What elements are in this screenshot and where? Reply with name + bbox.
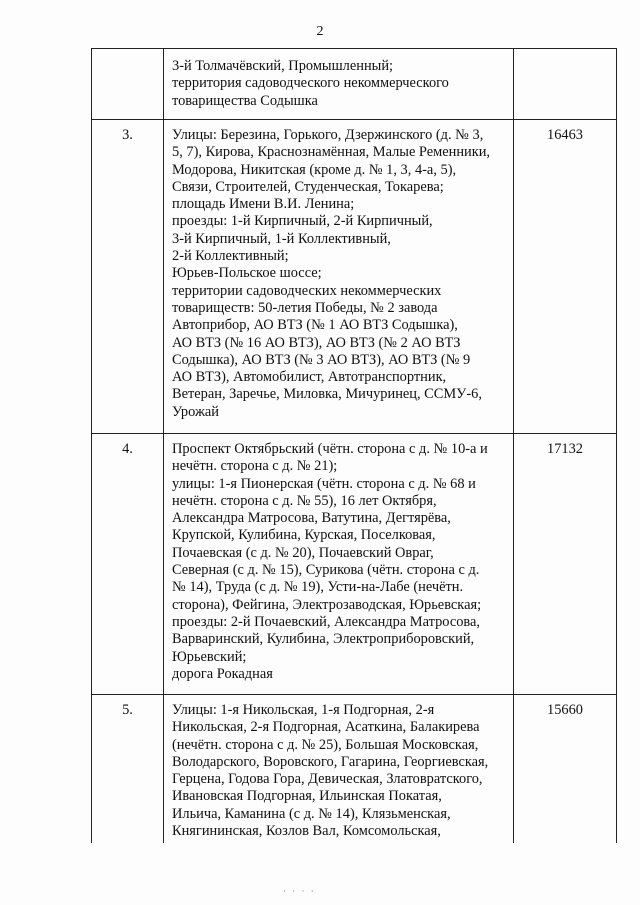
description-line: проезды: 1-й Кирпичный, 2-й Кирпичный, xyxy=(172,213,433,230)
description-line: Северная (с д. № 15), Сурикова (чётн. сторона с д. xyxy=(172,562,480,579)
description-line: Ильича, Каманина (с д. № 14), Клязьменская, xyxy=(172,805,451,822)
description-line: нечётн. сторона с д. № 21); xyxy=(172,458,338,475)
description-line: Модорова, Никитская (кроме д. № 1, 3, 4-а, 5), xyxy=(172,161,457,178)
description-line: проезды: 2-й Почаевский, Александра Матросова, xyxy=(172,613,480,630)
description-line: Ивановская Подгорная, Ильинская Покатая, xyxy=(172,788,442,805)
row-number-cell xyxy=(92,49,164,120)
row-number-cell: 5. xyxy=(92,695,164,844)
description-line: Почаевская (с д. № 20), Почаевский Овраг, xyxy=(172,544,434,561)
row-description-cell xyxy=(164,695,514,844)
description-line: улицы: 1-я Пионерская (чётн. сторона с д. № 68 и xyxy=(172,475,476,492)
row-number-cell: 4. xyxy=(92,434,164,695)
description-line: Юрьев-Польское шоссе; xyxy=(172,265,322,282)
row-value-cell xyxy=(514,49,617,120)
description-line: Володарского, Воровского, Гагарина, Георгиевская, xyxy=(172,753,489,770)
row-number-cell: 3. xyxy=(92,120,164,434)
description-line: дорога Рокадная xyxy=(172,665,273,682)
row-description-cell xyxy=(164,49,514,120)
description-line: 3-й Толмачёвский, Промышленный; xyxy=(172,58,394,74)
description-line: (нечётн. сторона с д. № 25), Большая Московская, xyxy=(172,736,479,753)
scan-artifact: · · · · xyxy=(283,886,316,896)
page-number: 2 xyxy=(316,24,324,39)
description-line: Юрьевский; xyxy=(172,648,247,665)
description-line: 5, 7), Кирова, Краснознамённая, Малые Ременники, xyxy=(172,144,491,161)
row-description-cell xyxy=(164,434,514,695)
description-line: товарищества Содышка xyxy=(172,92,318,109)
description-line: Улицы: Березина, Горького, Дзержинского (д. № 3, xyxy=(172,127,484,143)
description-line: Автоприбор, АО ВТЗ (№ 1 АО ВТЗ Содышка), xyxy=(172,317,458,334)
description-line: Варваринский, Кулибина, Электроприборовский, xyxy=(172,631,475,648)
description-line: Связи, Строителей, Студенческая, Токарева; xyxy=(172,178,444,195)
description-line: Проспект Октябрьский (чётн. сторона с д. № 10-а и xyxy=(172,441,488,457)
table-row xyxy=(92,120,617,434)
district-table xyxy=(91,48,617,843)
description-line: 2-й Коллективный; xyxy=(172,248,289,265)
description-line: № 14), Труда (с д. № 19), Усти-на-Лабе (нечётн. xyxy=(172,579,464,596)
description-line: Улицы: 1-я Никольская, 1-я Подгорная, 2-я xyxy=(172,702,435,718)
table-row xyxy=(92,695,617,844)
description-line: сторона), Фейгина, Электрозаводская, Юрьевская; xyxy=(172,596,482,613)
description-line: АО ВТЗ), Автомобилист, Автотранспортник, xyxy=(172,369,447,386)
description-line: территории садоводческих некоммерческих xyxy=(172,282,442,299)
description-line: Никольская, 2-я Подгорная, Асаткина, Балакирева xyxy=(172,719,480,736)
row-value-cell: 15660 xyxy=(514,695,617,844)
description-line: 3-й Кирпичный, 1-й Коллективный, xyxy=(172,230,391,247)
row-value-cell: 16463 xyxy=(514,120,617,434)
description-line: нечётн. сторона с д. № 55), 16 лет Октября, xyxy=(172,492,437,509)
description-line: Александра Матросова, Ватутина, Дегтярёва, xyxy=(172,510,451,527)
description-line: АО ВТЗ (№ 16 АО ВТЗ), АО ВТЗ (№ 2 АО ВТЗ xyxy=(172,334,461,351)
description-line: площадь Имени В.И. Ленина; xyxy=(172,196,355,213)
description-line: Княгининская, Козлов Вал, Комсомольская, xyxy=(172,823,441,840)
description-line: Герцена, Годова Гора, Девическая, Златовратского, xyxy=(172,771,483,788)
description-line: территория садоводческого некоммерческого xyxy=(172,75,449,92)
description-line: Урожай xyxy=(172,403,219,420)
description-line: товариществ: 50-летия Победы, № 2 завода xyxy=(172,299,438,316)
row-description-cell xyxy=(164,120,514,434)
table-row xyxy=(92,49,617,120)
table-row xyxy=(92,434,617,695)
description-line: Содышка), АО ВТЗ (№ 3 АО ВТЗ), АО ВТЗ (№ 9 xyxy=(172,351,471,368)
row-value-cell: 17132 xyxy=(514,434,617,695)
description-line: Крупской, Кулибина, Курская, Поселковая, xyxy=(172,527,436,544)
description-line: Ветеран, Заречье, Миловка, Мичуринец, ССМУ-6, xyxy=(172,386,482,403)
